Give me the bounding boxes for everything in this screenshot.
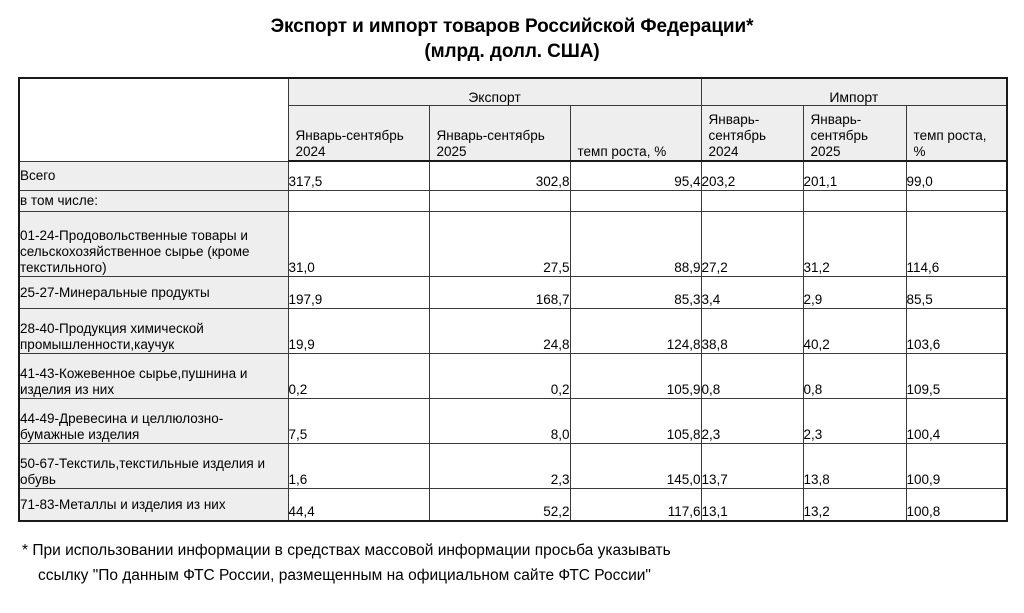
cell-export-2025: 2,3 [429, 444, 570, 489]
cell-export-growth: 124,8 [570, 309, 701, 354]
cell-import-2025: 13,2 [803, 489, 906, 522]
footnote-line-2: ссылку "По данным ФТС России, размещенным на официальном сайте ФТС России" [38, 567, 651, 584]
cell-export-2024: 197,9 [288, 277, 429, 309]
cell-import-growth: 109,5 [906, 354, 1007, 399]
trade-statistics-table [18, 77, 1008, 522]
cell-export-2025: 52,2 [429, 489, 570, 522]
header-col-import-2025: Январь-сентябрь 2025 [803, 106, 906, 162]
title-line-1: Экспорт и импорт товаров Российской Федерации* [270, 16, 754, 37]
cell-import-2024: 203,2 [701, 161, 803, 191]
cell-import-2024: 27,2 [701, 212, 803, 277]
title-line-2: (млрд. долл. США) [424, 41, 600, 62]
cell-export-2024: 31,0 [288, 212, 429, 277]
cell-export-2025 [429, 191, 570, 212]
cell-export-2025: 27,5 [429, 212, 570, 277]
cell-export-growth: 117,6 [570, 489, 701, 522]
cell-import-growth: 99,0 [906, 161, 1007, 191]
header-col-import-2024: Январь-сентябрь 2024 [701, 106, 803, 162]
cell-export-2025: 8,0 [429, 399, 570, 444]
table-row [19, 277, 1007, 309]
cell-export-2024: 0,2 [288, 354, 429, 399]
row-label: 28-40-Продукция химической промышленности,каучук [19, 309, 288, 354]
table-row [19, 399, 1007, 444]
header-group-row [19, 78, 1007, 106]
header-col-export-growth: темп роста, % [570, 106, 701, 162]
page-title [0, 0, 1024, 64]
cell-export-growth: 105,8 [570, 399, 701, 444]
cell-export-2024: 7,5 [288, 399, 429, 444]
header-group-export: Экспорт [288, 78, 701, 106]
cell-import-2025: 13,8 [803, 444, 906, 489]
row-label: 44-49-Древесина и целлюлозно-бумажные изделия [19, 399, 288, 444]
cell-import-growth [906, 191, 1007, 212]
cell-import-2024: 3,4 [701, 277, 803, 309]
cell-import-growth: 100,9 [906, 444, 1007, 489]
header-col-export-2024: Январь-сентябрь 2024 [288, 106, 429, 162]
cell-export-growth: 105,9 [570, 354, 701, 399]
row-label: 50-67-Текстиль,текстильные изделия и обувь [19, 444, 288, 489]
cell-import-2025: 0,8 [803, 354, 906, 399]
row-label: 01-24-Продовольственные товары и сельскохозяйственное сырье (кроме текстильного) [19, 212, 288, 277]
header-col-export-2025: Январь-сентябрь 2025 [429, 106, 570, 162]
header-group-import: Импорт [701, 78, 1007, 106]
cell-import-2025: 201,1 [803, 161, 906, 191]
cell-import-growth: 114,6 [906, 212, 1007, 277]
cell-import-2025: 31,2 [803, 212, 906, 277]
row-label: Всего [19, 161, 288, 191]
cell-import-2024: 13,1 [701, 489, 803, 522]
table-row [19, 191, 1007, 212]
table-row [19, 489, 1007, 522]
row-label: 25-27-Минеральные продукты [19, 277, 288, 309]
cell-export-growth [570, 191, 701, 212]
cell-import-2025 [803, 191, 906, 212]
cell-import-growth: 103,6 [906, 309, 1007, 354]
cell-import-2025: 2,9 [803, 277, 906, 309]
row-label: в том числе: [19, 191, 288, 212]
cell-import-growth: 85,5 [906, 277, 1007, 309]
cell-import-growth: 100,8 [906, 489, 1007, 522]
cell-import-2025: 40,2 [803, 309, 906, 354]
trade-table-container [18, 77, 1006, 522]
cell-export-growth: 145,0 [570, 444, 701, 489]
footnote [22, 538, 1024, 588]
table-row [19, 309, 1007, 354]
cell-export-2025: 168,7 [429, 277, 570, 309]
cell-export-2025: 302,8 [429, 161, 570, 191]
table-row [19, 354, 1007, 399]
cell-export-growth: 95,4 [570, 161, 701, 191]
table-header [19, 78, 1007, 161]
cell-import-2024: 0,8 [701, 354, 803, 399]
cell-import-2024: 38,8 [701, 309, 803, 354]
cell-import-2024: 2,3 [701, 399, 803, 444]
cell-export-growth: 88,9 [570, 212, 701, 277]
cell-export-2025: 24,8 [429, 309, 570, 354]
header-col-import-growth: темп роста, % [906, 106, 1007, 162]
cell-import-2025: 2,3 [803, 399, 906, 444]
cell-export-growth: 85,3 [570, 277, 701, 309]
table-body [19, 161, 1007, 521]
cell-export-2024 [288, 191, 429, 212]
cell-export-2024: 317,5 [288, 161, 429, 191]
cell-export-2024: 19,9 [288, 309, 429, 354]
cell-export-2024: 1,6 [288, 444, 429, 489]
cell-import-2024: 13,7 [701, 444, 803, 489]
header-corner-cell [19, 78, 288, 161]
table-row [19, 444, 1007, 489]
table-row [19, 161, 1007, 191]
cell-import-growth: 100,4 [906, 399, 1007, 444]
cell-export-2025: 0,2 [429, 354, 570, 399]
row-label: 71-83-Металлы и изделия из них [19, 489, 288, 522]
footnote-line-1: * При использовании информации в средствах массовой информации просьба указывать [22, 542, 671, 559]
table-row [19, 212, 1007, 277]
row-label: 41-43-Кожевенное сырье,пушнина и изделия из них [19, 354, 288, 399]
cell-import-2024 [701, 191, 803, 212]
cell-export-2024: 44,4 [288, 489, 429, 522]
